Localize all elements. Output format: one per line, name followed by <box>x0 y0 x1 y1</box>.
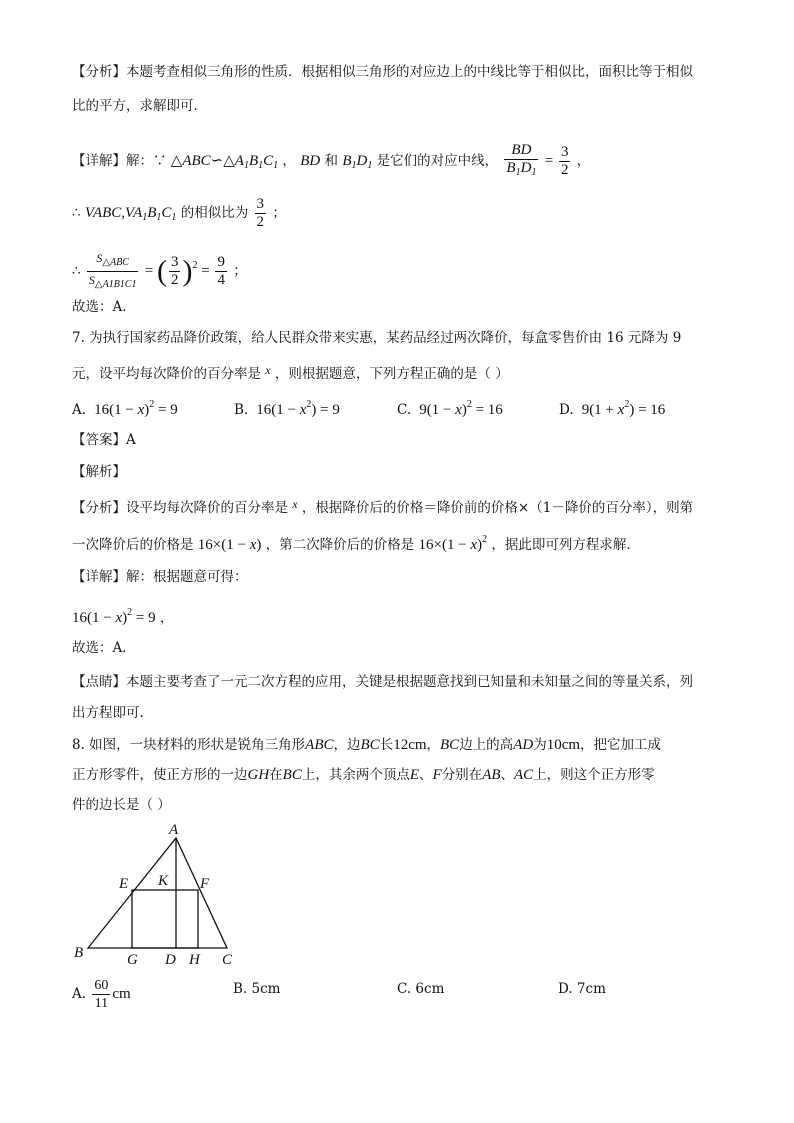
q8-stem1-c: 长 <box>379 737 394 753</box>
q7-first-price-expr: 16×(1 − x) <box>197 537 262 553</box>
q6-b1d1: $B_1D_1$ <box>342 153 373 171</box>
q8-math-12cm: 12cm <box>393 737 427 753</box>
q8-stem-line-3: 件的边长是（ ） <box>72 797 171 813</box>
q8-triangle-diagram <box>72 820 252 970</box>
q8-stem1-d: ， <box>426 737 441 753</box>
q7-stem-line-1: 7. 为执行国家药品降价政策，给人民群众带来实惠，某药品经过两次降价，每盒零售价由 16 元降为 9 <box>72 330 682 346</box>
q6-detail-label: 【详解】解：∵ <box>72 153 167 169</box>
q7-option-c[interactable] <box>397 395 503 420</box>
q8-stem1-g: ，把它加工成 <box>580 737 662 753</box>
q7-comment-line-1: 【点睛】本题主要考查了一元二次方程的应用，关键是根据题意找到已知量和未知量之间的等量关系，列 <box>72 674 693 690</box>
label-d: D <box>165 952 176 968</box>
q8-stem1-f: 为 <box>533 737 547 753</box>
q6-bd-fraction: $\frac{BD}{B_1D_1}$ <box>506 142 537 178</box>
q8-option-a-unit: cm <box>112 986 131 1002</box>
q6-detail-end: ， <box>576 153 591 169</box>
q6-ratio-triangles: $VABC,VA_1B_1C_1$ <box>84 205 177 223</box>
q7-analysis-text-b: ，根据降价后的价格＝降价前的价格×（1－降价的百分率），则第 <box>301 500 694 516</box>
label-g: G <box>127 952 138 968</box>
q8-stem2-e: 分别在 <box>441 767 483 783</box>
q8-math-f: F <box>432 767 442 783</box>
q7-analysis2-text-a: 一次降价后的价格是 <box>72 537 194 553</box>
q6-area-prefix: ∴ <box>72 263 81 279</box>
q7-analysis2-text-c: ，据此即可列方程求解． <box>491 537 640 553</box>
q8-math-ad: AD <box>513 737 534 753</box>
q8-stem1-b: ，边 <box>333 737 361 753</box>
q6-bd: BD <box>300 153 321 169</box>
q6-analysis-line-1: 【分析】本题考查相似三角形的性质．根据相似三角形的对应边上的中线比等于相似比，面积比等于相似 <box>72 64 693 80</box>
q6-ratio-line <box>72 196 286 231</box>
q8-option-a-den: 11 <box>94 996 109 1011</box>
q7-stem-line-2 <box>72 360 509 384</box>
q7-detail-eq <box>72 603 173 628</box>
q8-stem2-f: 、 <box>500 767 515 783</box>
q8-math-bc-3: BC <box>282 767 302 783</box>
q6-similar-expr: $\triangle ABC∽\triangle A_1B_1C_1$ <box>170 153 279 171</box>
q7-analysis-text-a: 【分析】设平均每次降价的百分率是 <box>72 500 288 516</box>
q7-option-a-label: A. <box>72 402 87 418</box>
q6-area-end: ； <box>233 263 247 279</box>
q8-stem2-g: 上，则这个正方形零 <box>533 767 655 783</box>
q6-ratio-prefix: ∴ <box>72 205 81 221</box>
q7-stem-text-a: 元，设平均每次降价的百分率是 <box>72 366 261 382</box>
q7-analysis-line-2 <box>72 530 640 555</box>
q7-option-d-eq: $9(1 + x^2) = 16$ <box>577 399 666 418</box>
q7-option-d-label: D. <box>559 402 574 418</box>
q6-choice: 故选：A． <box>72 299 136 315</box>
q6-detail-line <box>72 142 590 181</box>
q8-stem1-a: 8. 如图，一块材料的形状是锐角三角形 <box>72 737 306 753</box>
q7-analysis2-text-b: ，第二次降价后的价格是 <box>265 537 415 553</box>
q8-math-10cm: 10cm <box>546 737 581 753</box>
q8-option-d[interactable]: D. 7cm <box>558 981 606 997</box>
q8-math-bc: BC <box>360 737 380 753</box>
q8-stem2-a: 正方形零件，使正方形的一边 <box>72 767 248 783</box>
q7-analysis-var-x: x <box>292 497 298 511</box>
label-b: B <box>74 945 84 961</box>
q7-parse: 【解析】 <box>72 464 126 480</box>
q8-option-c[interactable]: C. 6cm <box>397 981 445 997</box>
q7-option-d[interactable] <box>559 395 665 420</box>
q6-detail-mid2: 和 <box>324 153 339 169</box>
q8-math-bc-2: BC <box>440 737 460 753</box>
q7-var-x: x <box>265 363 271 377</box>
triangle-abc <box>88 838 227 948</box>
q7-detail-eq-end: ， <box>159 610 174 626</box>
q8-stem2-b: 在 <box>269 767 283 783</box>
q8-option-a-label: A. <box>72 986 87 1002</box>
q7-second-price-expr: $16\times(1 - x)^2$ <box>418 534 488 553</box>
q7-analysis-line-1 <box>72 494 693 518</box>
q7-option-c-eq: $9(1 - x)^2 = 16$ <box>415 399 503 418</box>
q7-option-a[interactable] <box>72 395 178 420</box>
q7-option-b[interactable] <box>234 395 340 420</box>
square-efhg <box>132 890 198 948</box>
q8-option-a[interactable] <box>72 977 131 1012</box>
q6-detail-mid3: 是它们的对应中线， <box>376 153 499 169</box>
q6-equals-3-2: = $\frac{3}{2}$ <box>544 144 569 179</box>
q8-option-a-fraction <box>92 977 110 1012</box>
q6-ratio-fraction: $\frac{3}{2}$ <box>256 196 265 230</box>
q8-stem2-d: 、 <box>419 767 433 783</box>
q7-option-c-label: C. <box>397 402 412 418</box>
q8-math-e: E <box>409 767 420 783</box>
q7-option-b-label: B. <box>234 402 249 418</box>
q8-stem-line-1 <box>72 735 661 755</box>
q7-comment-line-2: 出方程即可． <box>72 705 153 721</box>
q7-answer: 【答案】A <box>72 432 136 448</box>
q8-option-a-num: 60 <box>94 978 109 993</box>
q8-math-ab: AB <box>482 767 501 783</box>
label-k: K <box>158 873 169 889</box>
q6-ratio-text: 的相似比为 <box>180 205 249 221</box>
label-h: H <box>189 952 200 968</box>
q8-stem1-e: 边上的高 <box>459 737 514 753</box>
q8-option-b[interactable]: B. 5cm <box>233 981 281 997</box>
q7-choice: 故选：A． <box>72 640 136 656</box>
q6-area-power: = ( $\frac{3}{2}$ )$^2$ = $\frac{9}{4}$ <box>144 254 225 289</box>
q6-analysis-line-2: 比的平方，求解即可． <box>72 98 207 114</box>
q6-area-line <box>72 250 247 293</box>
q8-stem2-c: 上，其余两个顶点 <box>301 767 410 783</box>
label-e: E <box>119 876 129 892</box>
q8-math-abc: ABC <box>305 737 334 753</box>
label-a: A <box>169 822 179 838</box>
label-c: C <box>222 952 233 968</box>
label-f: F <box>200 876 210 892</box>
q7-stem-text-b: ，则根据题意，下列方程正确的是（ ） <box>274 366 509 382</box>
q8-math-ac: AC <box>514 767 534 783</box>
q7-detail-equation: $16(1 - x)^2 = 9$ <box>72 607 156 626</box>
q7-option-b-eq: $16(1 - x^2) = 9$ <box>252 399 340 418</box>
q7-option-a-eq: $16(1 - x)^2 = 9$ <box>90 399 178 418</box>
q6-ratio-end: ； <box>272 205 286 221</box>
q8-math-gh: GH <box>247 767 270 783</box>
q8-stem-line-2 <box>72 765 655 785</box>
q6-area-fraction: $\frac{S_{\triangle ABC}}{S_{\triangle A1B1C1}}$ <box>88 251 137 290</box>
q6-detail-mid1: ， <box>282 153 296 169</box>
q7-detail: 【详解】解：根据题意可得： <box>72 569 248 585</box>
